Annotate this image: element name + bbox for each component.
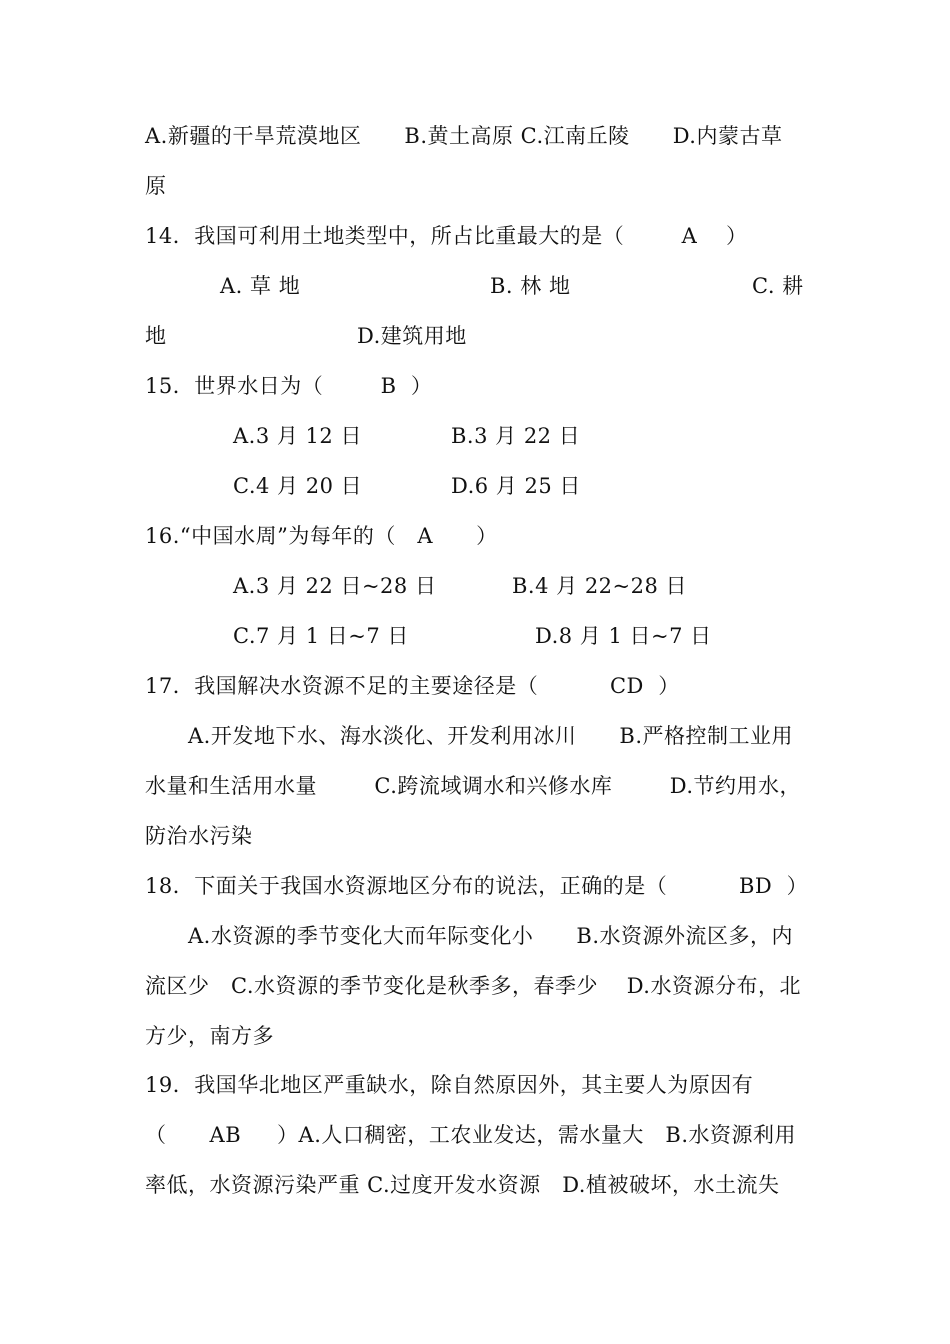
q14-option-c: C. 耕 <box>752 274 804 298</box>
q16-option-b: B.4 月 22~28 日 <box>512 574 688 598</box>
q14-option-c-wrap: 地 <box>145 324 167 348</box>
q18-options-line-2: 流区少 C.水资源的季节变化是秋季多，春季少 D.水资源分布，北 <box>145 974 801 998</box>
q16-option-a: A.3 月 22 日~28 日 <box>233 574 437 598</box>
q15-option-a: A.3 月 12 日 <box>233 424 362 448</box>
q17-options-line-2: 水量和生活用水量 C.跨流域调水和兴修水库 D.节约用水， <box>145 774 802 798</box>
q13-options-line: A.新疆的干旱荒漠地区 B.黄土高原 C.江南丘陵 D.内蒙古草 <box>145 124 783 148</box>
q18-options-line-1: A.水资源的季节变化大而年际变化小 B.水资源外流区多，内 <box>188 924 793 948</box>
q15-question: 15．世界水日为（ B ） <box>145 374 433 398</box>
q16-option-d: D.8 月 1 日~7 日 <box>535 624 712 648</box>
q18-options-line-3: 方少，南方多 <box>145 1024 274 1048</box>
q14-option-d: D.建筑用地 <box>357 324 467 348</box>
q13-options-wrap: 原 <box>145 174 167 198</box>
q17-question: 17．我国解决水资源不足的主要途径是（ CD ） <box>145 674 680 698</box>
q15-option-c: C.4 月 20 日 <box>233 474 363 498</box>
q18-question: 18．下面关于我国水资源地区分布的说法，正确的是（ BD ） <box>145 874 809 898</box>
q14-option-a: A. 草 地 <box>220 274 301 298</box>
q14-option-b: B. 林 地 <box>490 274 571 298</box>
q17-options-line-1: A.开发地下水、海水淡化、开发利用冰川 B.严格控制工业用 <box>188 724 793 748</box>
q17-options-line-3: 防治水污染 <box>145 824 253 848</box>
q15-option-b: B.3 月 22 日 <box>451 424 581 448</box>
q16-option-c: C.7 月 1 日~7 日 <box>233 624 409 648</box>
q19-question: 19．我国华北地区严重缺水，除自然原因外，其主要人为原因有 <box>145 1073 754 1097</box>
q19-options-line-2: 率低，水资源污染严重 C.过度开发水资源 D.植被破坏，水土流失 <box>145 1173 780 1197</box>
q15-option-d: D.6 月 25 日 <box>451 474 581 498</box>
q14-question: 14．我国可利用土地类型中，所占比重最大的是（ A ） <box>145 224 748 248</box>
q19-answer-and-options: （ AB ）A.人口稠密，工农业发达，需水量大 B.水资源利用 <box>145 1123 796 1147</box>
q16-question: 16.“中国水周”为每年的（ A ） <box>145 524 498 548</box>
